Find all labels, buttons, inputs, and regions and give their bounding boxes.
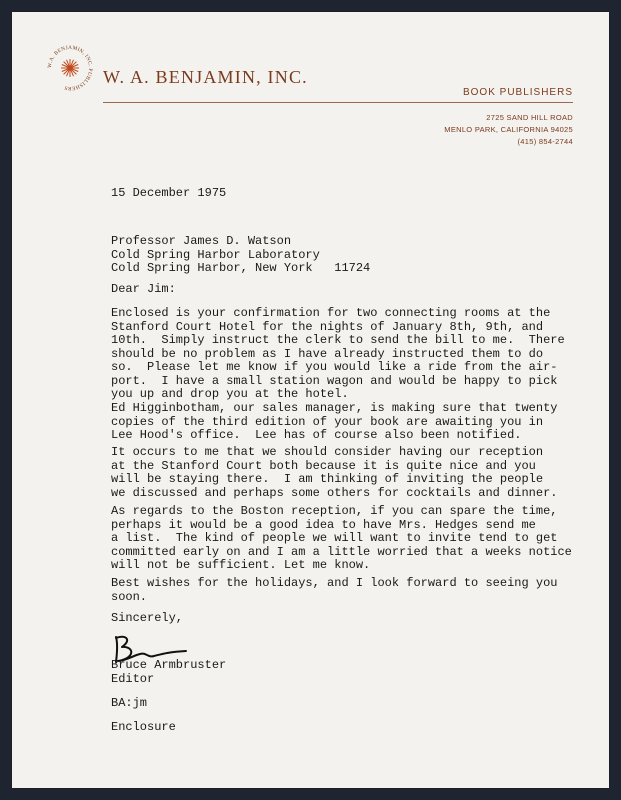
recipient-line: Cold Spring Harbor Laboratory xyxy=(111,247,320,262)
signer-title: Editor xyxy=(111,672,155,686)
text-line: soon. xyxy=(111,589,148,604)
company-address xyxy=(444,112,573,148)
letter-date: 15 December 1975 xyxy=(111,186,227,200)
text-line: port. I have a small station wagon and would be happy to pick xyxy=(111,373,558,388)
paragraph xyxy=(111,505,572,573)
enclosure-note: Enclosure xyxy=(111,720,176,734)
text-line: committed early on and I am a little worried that a weeks notice xyxy=(111,544,572,559)
letter-page xyxy=(12,12,609,788)
phone-number: (415) 854-2744 xyxy=(517,137,573,146)
text-line: a list. The kind of people we will want to invite tend to get xyxy=(111,531,558,545)
text-line: at the Stanford Court both because it is quite nice and you xyxy=(111,458,536,473)
letterhead-divider xyxy=(103,102,573,103)
closing: Sincerely, xyxy=(111,611,184,625)
text-line: As regards to the Boston reception, if you can spare the time, xyxy=(111,504,558,518)
text-line: we discussed and perhaps some others for cocktails and dinner. xyxy=(111,485,558,500)
svg-text:W.A. BENJAMIN, INC. PUBLISHERS: W.A. BENJAMIN, INC. PUBLISHERS xyxy=(46,44,94,92)
paragraph xyxy=(111,307,565,402)
company-name: W. A. BENJAMIN, INC. xyxy=(103,67,308,87)
paragraph xyxy=(111,402,557,443)
text-line: It occurs to me that we should consider having our reception xyxy=(111,445,544,459)
text-line: will not be sufficient. Let me know. xyxy=(111,558,371,572)
text-line: copies of the third edition of your book are awaiting you in xyxy=(111,414,544,429)
recipient-block xyxy=(111,235,370,276)
text-line: Ed Higginbotham, our sales manager, is making sure that twenty xyxy=(111,401,558,415)
paragraph xyxy=(111,446,557,500)
text-line: Lee Hood's office. Lee has of course also been notified. xyxy=(111,428,522,442)
publisher-seal-logo xyxy=(44,42,96,94)
text-line: 10th. Simply instruct the clerk to send the bill to me. There xyxy=(111,333,565,347)
recipient-line: Cold Spring Harbor, New York 11724 xyxy=(111,261,371,275)
text-line: should be no problem as I have already instructed them to do xyxy=(111,346,544,361)
paragraph xyxy=(111,577,557,604)
salutation: Dear Jim: xyxy=(111,282,176,296)
text-line: Stanford Court Hotel for the nights of January 8th, 9th, and xyxy=(111,319,544,334)
tagline: BOOK PUBLISHERS xyxy=(462,87,573,98)
text-line: so. Please let me know if you would like a ride from the air- xyxy=(111,360,558,374)
text-line: perhaps it would be a good idea to have Mrs. Hedges send me xyxy=(111,517,536,532)
address-line: MENLO PARK, CALIFORNIA 94025 xyxy=(444,125,573,134)
recipient-line: Professor James D. Watson xyxy=(111,234,292,248)
typist-initials: BA:jm xyxy=(111,696,148,710)
text-line: Best wishes for the holidays, and I look forward to seeing you xyxy=(111,576,558,590)
text-line: you up and drop you at the hotel. xyxy=(111,387,349,401)
text-line: will be staying there. I am thinking of inviting the people xyxy=(111,472,544,486)
text-line: Enclosed is your confirmation for two connecting rooms at the xyxy=(111,306,551,320)
signer-name: Bruce Armbruster xyxy=(111,658,227,672)
address-line: 2725 SAND HILL ROAD xyxy=(486,113,573,122)
